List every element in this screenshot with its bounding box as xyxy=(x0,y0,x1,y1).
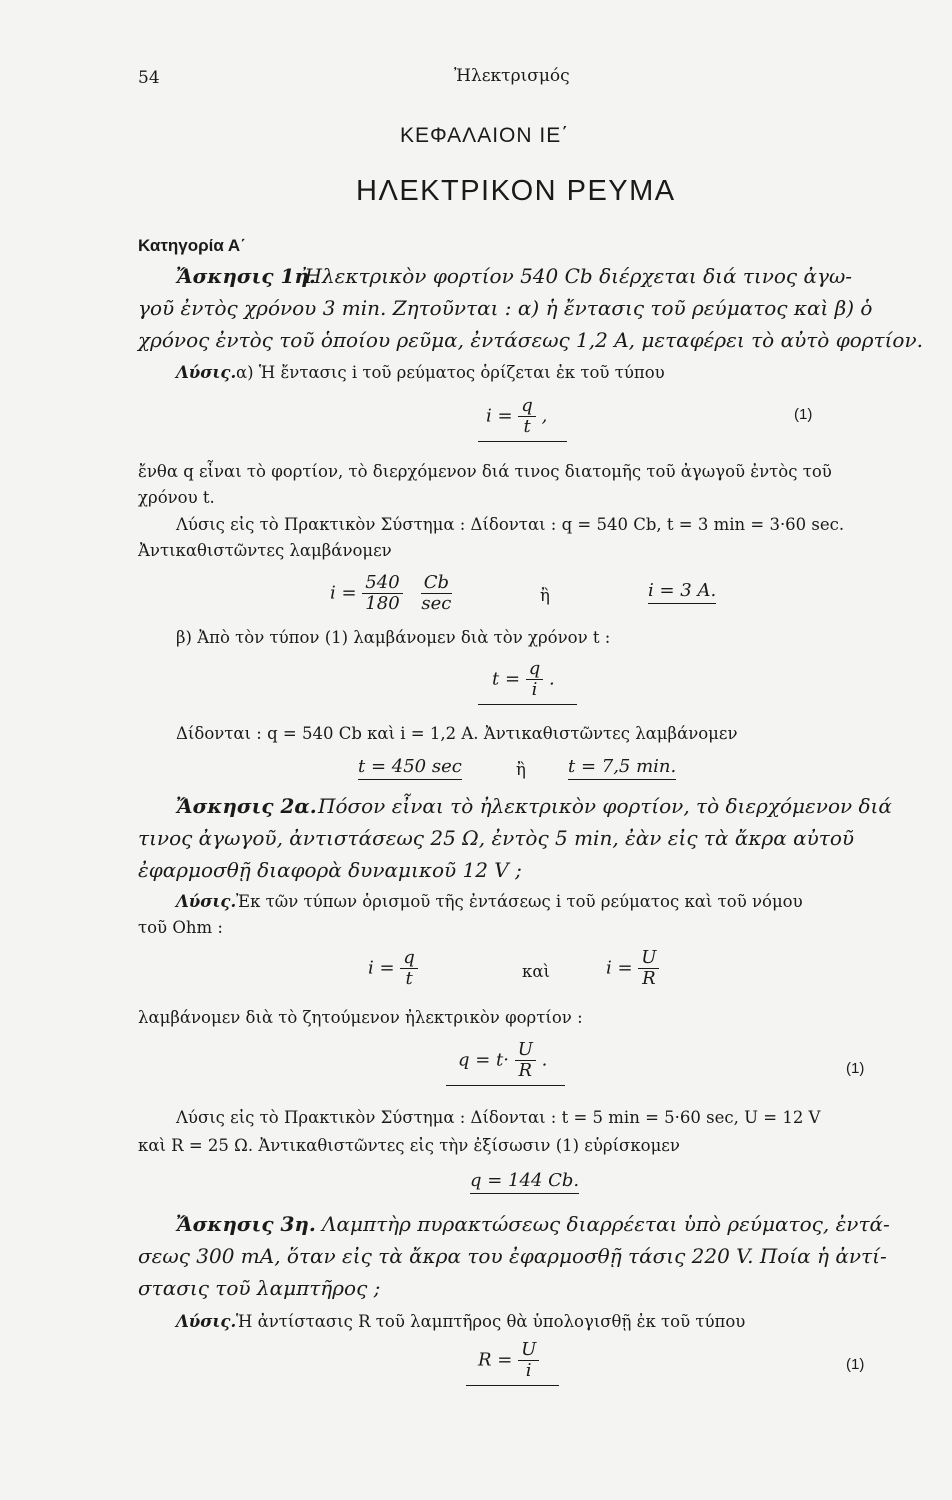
exercise-1-given-b: Δίδονται : q = 540 Cb καὶ i = 1,2 A. Ἀντικαθιστῶντες λαμβάνομεν xyxy=(176,724,738,743)
result-i-3a: i = 3 A. xyxy=(648,580,716,601)
exercise-1-substituting: Ἀντικαθιστῶντες λαμβάνομεν xyxy=(138,541,392,560)
formula-i-eq-u-over-r: i = $\frac{U}{R}$ xyxy=(606,948,659,989)
equation-tag-2: (1) xyxy=(846,1060,865,1077)
exercise-2-line-3: ἐφαρμοσθῇ διαφορὰ δυναμικοῦ 12 V ; xyxy=(138,858,522,882)
equation-tag-3: (1) xyxy=(846,1356,865,1373)
exercise-3-line-3: στασις τοῦ λαμπτῆρος ; xyxy=(138,1276,381,1300)
or-word-2: ἢ xyxy=(516,760,526,779)
exercise-2-si-line-1: Λύσις εἰς τὸ Πρακτικὸν Σύστημα : Δίδονται : t = 5 min = 5·60 sec, U = 12 V xyxy=(176,1108,821,1127)
formula-q-eq-t-u-over-r: q = t· $\frac{U}{R}$ . xyxy=(446,1040,565,1086)
equation-tag-1: (1) xyxy=(794,406,813,423)
or-word: ἢ xyxy=(540,586,550,605)
exercise-2-si-line-2: καὶ R = 25 Ω. Ἀντικαθιστῶντες εἰς τὴν ἐξίσωσιν (1) εὑρίσκομεν xyxy=(138,1136,680,1155)
result-t-450: t = 450 sec xyxy=(358,756,462,777)
result-t-7-5: t = 7,5 min. xyxy=(568,756,676,777)
exercise-3-solution-label: Λύσις. xyxy=(176,1312,237,1331)
formula-t-eq-q-over-i: t = $\frac{q}{i}$ . xyxy=(478,659,577,705)
exercise-2-title: Ἄσκησις 2α. xyxy=(176,794,317,818)
formula-r-eq-u-over-i: R = $\frac{U}{i}$ xyxy=(466,1340,559,1386)
exercise-3-solution-intro: Ἡ ἀντίστασις R τοῦ λαμπτῆρος θὰ ὑπολογισθῇ ἐκ τοῦ τύπου xyxy=(236,1312,746,1331)
exercise-1-solution-intro: α) Ἡ ἔντασις i τοῦ ρεύματος ὁρίζεται ἐκ τοῦ τύπου xyxy=(236,363,665,382)
exercise-1-line-3: χρόνος ἐντὸς τοῦ ὁποίου ρεῦμα, ἐντάσεως 1,2 A, μεταφέρει τὸ αὐτὸ φορτίον. xyxy=(138,328,923,352)
chapter-label: ΚΕΦΑΛΑΙΟΝ ΙΕ΄ xyxy=(400,124,570,147)
exercise-3-title: Ἄσκησις 3η. xyxy=(176,1212,316,1236)
exercise-3-line-1: Λαμπτὴρ πυρακτώσεως διαρρέεται ὑπὸ ρεύματος, ἐντά- xyxy=(322,1212,890,1236)
exercise-2-derive: λαμβάνομεν διὰ τὸ ζητούμενον ἠλεκτρικὸν φορτίον : xyxy=(138,1008,583,1027)
exercise-2-line-2: τινος ἀγωγοῦ, ἀντιστάσεως 25 Ω, ἐντὸς 5 min, ἐὰν εἰς τὰ ἄκρα αὐτοῦ xyxy=(138,826,855,850)
calc-i-value: i = $\frac{540}{180}$ $\frac{Cb}{\sec}$ xyxy=(330,572,452,614)
exercise-1-line-2: γοῦ ἐντὸς χρόνου 3 min. Ζητοῦνται : α) ἡ ἔντασις τοῦ ρεύματος καὶ β) ὁ xyxy=(138,296,873,320)
result-q-144: q = 144 Cb. xyxy=(470,1170,579,1191)
exercise-2-line-1: Πόσον εἶναι τὸ ἠλεκτρικὸν φορτίον, τὸ διερχόμενον διά xyxy=(318,794,892,818)
exercise-1-si-line: Λύσις εἰς τὸ Πρακτικὸν Σύστημα : Δίδονται : q = 540 Cb, t = 3 min = 3·60 sec. xyxy=(176,515,845,534)
exercise-1-line-1: Ἠλεκτρικὸν φορτίον 540 Cb διέρχεται διά τινος ἀγω- xyxy=(302,264,853,288)
chapter-title: ΗΛΕΚΤΡΙΚΟΝ ΡΕΥΜΑ xyxy=(356,175,676,207)
exercise-2-solution-intro-2: τοῦ Ohm : xyxy=(138,918,223,937)
page-number: 54 xyxy=(138,68,160,88)
and-word: καὶ xyxy=(522,962,550,981)
exercise-1-where-line-2: χρόνου t. xyxy=(138,488,215,507)
exercise-1-title: Ἄσκησις 1η. xyxy=(176,264,316,288)
formula-i-eq-q-over-t-2: i = $\frac{q}{t}$ xyxy=(368,948,418,989)
exercise-2-solution-label: Λύσις. xyxy=(176,892,237,911)
exercise-1-solution-label: Λύσις. xyxy=(176,363,237,382)
category-heading: Κατηγορία Α΄ xyxy=(138,236,246,255)
exercise-1-where-line-1: ἔνθα q εἶναι τὸ φορτίον, τὸ διερχόμενον διά τινος διατομῆς τοῦ ἀγωγοῦ ἐντὸς τοῦ xyxy=(138,462,832,481)
exercise-1-part-b: β) Ἀπὸ τὸν τύπον (1) λαμβάνομεν διὰ τὸν χρόνον t : xyxy=(176,628,611,647)
formula-i-eq-q-over-t: i = $\frac{q}{t}$ , xyxy=(478,396,567,442)
exercise-3-line-2: σεως 300 mA, ὅταν εἰς τὰ ἄκρα του ἐφαρμοσθῇ τάσις 220 V. Ποία ἡ ἀντί- xyxy=(138,1244,887,1268)
running-title: Ἠλεκτρισμός xyxy=(454,66,570,86)
exercise-2-solution-intro: Ἐκ τῶν τύπων ὁρισμοῦ τῆς ἐντάσεως i τοῦ ρεύματος καὶ τοῦ νόμου xyxy=(236,892,803,911)
